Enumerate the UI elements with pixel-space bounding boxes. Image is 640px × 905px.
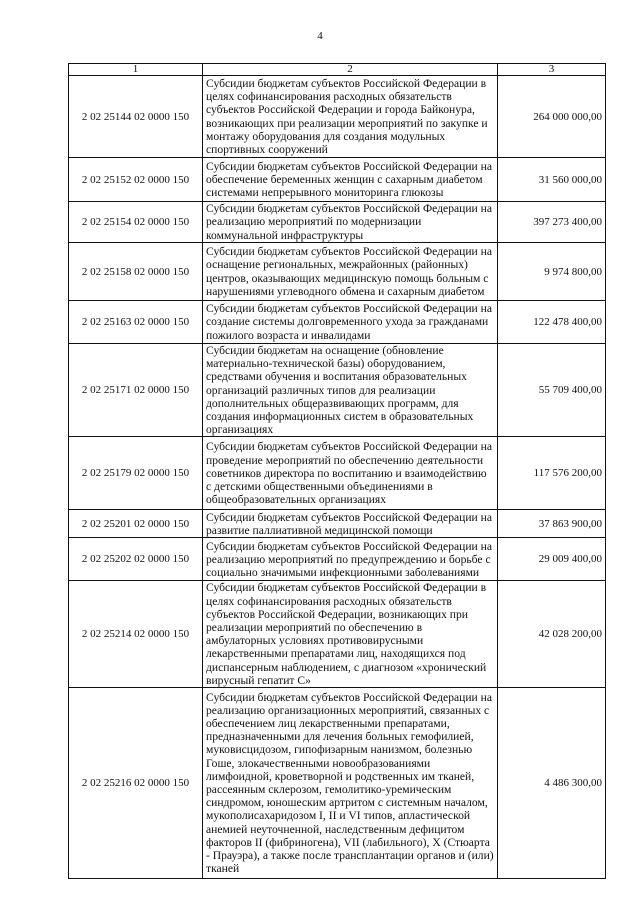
subsidy-description: Субсидии бюджетам субъектов Российской Федерации на проведение мероприятий по обеспечению деятельности советников директора по воспитанию и взаимодействию с детскими общественными объединениями в общеобразовательных организациях — [203, 437, 498, 510]
table-row — [69, 301, 606, 344]
budget-code: 2 02 25216 02 0000 150 — [69, 688, 203, 879]
subsidy-description: Субсидии бюджетам субъектов Российской Федерации в целях софинансирования расходных обязательств субъектов Российской Федерации, возникающих при реализации мероприятий по обеспечению в амбулаторных условиях противовирусными лекарственными препаратами лиц, находящихся под диспансерным наблюдением, с диагнозом «хронический вирусный гепатит С» — [203, 581, 498, 688]
header-row — [69, 64, 606, 76]
budget-code: 2 02 25152 02 0000 150 — [69, 158, 203, 202]
subsidy-amount: 264 000 000,00 — [498, 76, 606, 158]
budget-code: 2 02 25179 02 0000 150 — [69, 437, 203, 510]
subsidy-description: Субсидии бюджетам субъектов Российской Федерации на реализацию мероприятий по модернизации коммунальной инфраструктуры — [203, 202, 498, 243]
subsidy-description: Субсидии бюджетам субъектов Российской Федерации на создание системы долговременного ухода за гражданами пожилого возраста и инвалидами — [203, 301, 498, 344]
subsidy-amount: 55 709 400,00 — [498, 344, 606, 437]
table-body — [69, 76, 606, 879]
header-column-code: 1 — [69, 64, 203, 76]
subsidy-amount: 42 028 200,00 — [498, 581, 606, 688]
table-header — [69, 64, 606, 76]
header-column-amount: 3 — [498, 64, 606, 76]
budget-code: 2 02 25171 02 0000 150 — [69, 344, 203, 437]
subsidy-amount: 4 486 300,00 — [498, 688, 606, 879]
table-row — [69, 581, 606, 688]
subsidy-amount: 37 863 900,00 — [498, 510, 606, 538]
subsidy-amount: 31 560 000,00 — [498, 158, 606, 202]
budget-code: 2 02 25154 02 0000 150 — [69, 202, 203, 243]
table-row — [69, 688, 606, 879]
budget-code: 2 02 25163 02 0000 150 — [69, 301, 203, 344]
table-row — [69, 538, 606, 581]
table-row — [69, 437, 606, 510]
subsidy-amount: 9 974 800,00 — [498, 243, 606, 301]
subsidy-description: Субсидии бюджетам субъектов Российской Федерации на оснащение региональных, межрайонных (районных) центров, оказывающих медицинскую помощь больным с нарушениями углеводного обмена и сахарным диабетом — [203, 243, 498, 301]
table-row — [69, 510, 606, 538]
subsidy-amount: 122 478 400,00 — [498, 301, 606, 344]
table-row — [69, 243, 606, 301]
subsidy-description: Субсидии бюджетам субъектов Российской Федерации на развитие паллиативной медицинской помощи — [203, 510, 498, 538]
page-number: 4 — [317, 30, 323, 42]
subsidy-description: Субсидии бюджетам субъектов Российской Федерации на реализацию организационных мероприятий, связанных с обеспечением лиц лекарственными препаратами, предназначенными для лечения больных гемофилией, муковисцидозом, гипофизарным нанизмом, болезнью Гоше, злокачественными новообразованиями лимфоидной, кроветворной и родственных им тканей, рассеянным склерозом, гемолитико-уремическим синдромом, юношеским артритом с системным началом, мукополисахаридозом I, II и VI типов, апластической анемией неуточненной, наследственным дефицитом факторов II (фибриногена), VII (лабильного), X (Стюарта - Прауэра), а также после трансплантации органов и (или) тканей — [203, 688, 498, 879]
budget-code: 2 02 25201 02 0000 150 — [69, 510, 203, 538]
subsidy-description: Субсидии бюджетам субъектов Российской Федерации в целях софинансирования расходных обязательств субъектов Российской Федерации и города Байконура, возникающих при реализации мероприятий по закупке и монтажу оборудования для создания модульных спортивных сооружений — [203, 76, 498, 158]
budget-code: 2 02 25158 02 0000 150 — [69, 243, 203, 301]
table-row — [69, 158, 606, 202]
budget-code: 2 02 25144 02 0000 150 — [69, 76, 203, 158]
budget-code: 2 02 25214 02 0000 150 — [69, 581, 203, 688]
budget-code: 2 02 25202 02 0000 150 — [69, 538, 203, 581]
header-column-description: 2 — [203, 64, 498, 76]
subsidy-description: Субсидии бюджетам субъектов Российской Федерации на обеспечение беременных женщин с сахарным диабетом системами непрерывного мониторинга глюкозы — [203, 158, 498, 202]
subsidy-amount: 29 009 400,00 — [498, 538, 606, 581]
budget-table — [68, 63, 606, 879]
table-row — [69, 76, 606, 158]
table-row — [69, 344, 606, 437]
subsidy-description: Субсидии бюджетам на оснащение (обновление материально-технической базы) оборудованием, средствами обучения и воспитания образовательных организаций различных типов для реализации дополнительных общеразвивающих программ, для создания информационных систем в образовательных организациях — [203, 344, 498, 437]
subsidy-amount: 397 273 400,00 — [498, 202, 606, 243]
table-row — [69, 202, 606, 243]
subsidy-amount: 117 576 200,00 — [498, 437, 606, 510]
subsidy-description: Субсидии бюджетам субъектов Российской Федерации на реализацию мероприятий по предупреждению и борьбе с социально значимыми инфекционными заболеваниями — [203, 538, 498, 581]
